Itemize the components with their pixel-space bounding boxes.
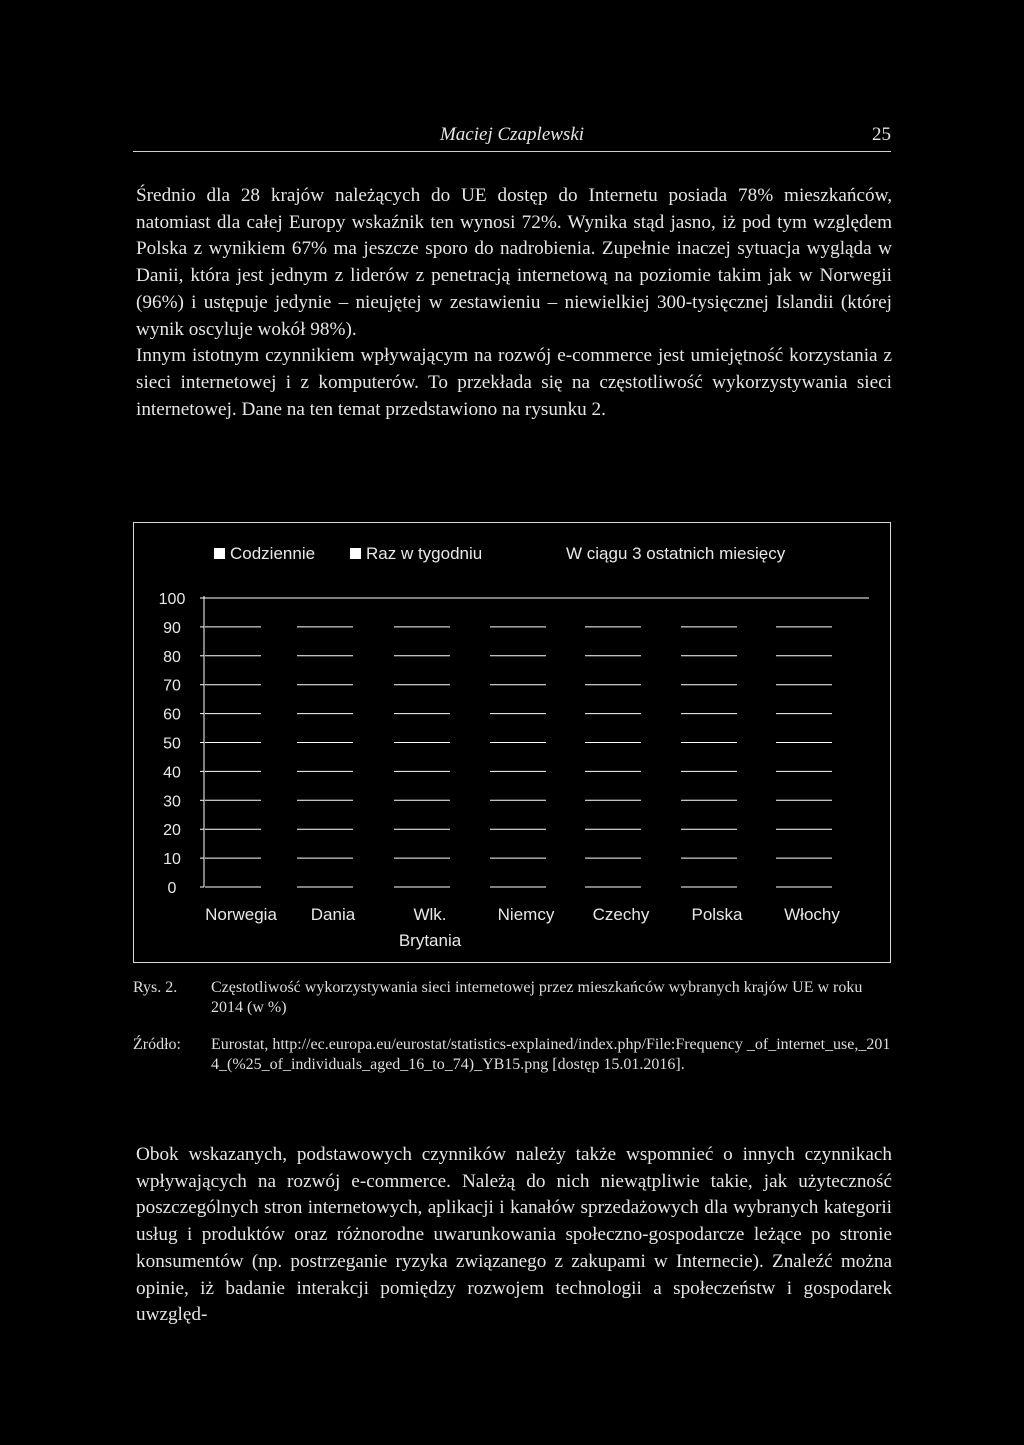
y-tick-label-0: 0 (167, 880, 177, 897)
y-tick-label-100: 100 (158, 591, 186, 608)
paragraph-2: Innym istotnym czynnikiem wpływającym na rozwój e-commerce jest umiejętność korzystania z sieci internetowej i z komputerów. To przekłada się na częstotliwość wykorzystywania sieci internetowej. Dane na ten temat przedstawiono na rysunku 2. (136, 345, 892, 420)
figure-chart (133, 522, 891, 963)
source-label: Źródło: (133, 1036, 181, 1053)
running-head-author: Maciej Czaplewski (439, 124, 585, 145)
body-text-top (136, 183, 892, 423)
caption-text: Częstotliwość wykorzystywania sieci internetowej przez mieszkańców wybranych krajów UE w roku 2014 (w %) (211, 979, 863, 1016)
x-tick-label-3-line-1: Wlk. (413, 905, 447, 924)
y-tick-label-20: 20 (163, 822, 181, 840)
legend-label-2: Raz w tygodniu (366, 544, 483, 563)
y-tick-label-50: 50 (163, 735, 181, 753)
paragraph-1: Średnio dla 28 krajów należących do UE dostęp do Internetu posiada 78% mieszkańców, natomiast dla całej Europy wskaźnik ten wynosi 72%. Wynika stąd jasno, iż pod tym względem Polska z wynikiem 67% ma jeszcze sporo do nadrobienia. Zupełnie inaczej sytuacja wygląda w Danii, która jest jednym z liderów z penetracją internetową na poziomie takim jak w Norwegii (96%) i ustępuje jedynie – nieujętej w zestawieniu – niewielkiej 300-tysięcznej Islandii (której wynik oscyluje wokół 98%). (136, 185, 892, 340)
y-tick-label-40: 40 (163, 764, 181, 782)
legend-label-3: W ciągu 3 ostatnich miesięcy (566, 544, 786, 563)
page-header (133, 124, 891, 152)
y-tick-label-60: 60 (163, 706, 181, 724)
caption-label: Rys. 2. (133, 979, 178, 996)
x-tick-label-6: Polska (691, 905, 743, 924)
y-tick-label-30: 30 (163, 793, 181, 811)
body-text-bottom (136, 1142, 892, 1329)
paragraph-3: Obok wskazanych, podstawowych czynników należy także wspomnieć o innych czynnikach wpływających na rozwój e-commerce. Należą do nich niewątpliwie takie, jak użyteczność poszczególnych stron internetowych, aplikacji i kanałów sprzedażowych dla wybranych kategorii usług i produktów oraz różnorodne uwarunkowania społeczno-gospodarcze leżące po stronie konsumentów (np. postrzeganie ryzyka związanego z zakupami w Internecie). Znaleźć można opinie, iż badanie interakcji pomiędzy rozwojem technologii a społeczeństw i gospodarek uwzględ- (136, 1144, 892, 1326)
y-tick-label-80: 80 (163, 648, 181, 666)
legend-swatch-1 (214, 548, 225, 559)
x-tick-label-7: Włochy (784, 905, 840, 924)
x-tick-label-5: Czechy (592, 905, 650, 924)
x-tick-label-3-line-2: Brytania (398, 931, 462, 950)
x-tick-label-4: Niemcy (497, 905, 555, 924)
page-number: 25 (872, 124, 891, 145)
chart-canvas (134, 523, 890, 962)
x-tick-label-1: Norwegia (205, 905, 277, 924)
y-tick-label-90: 90 (163, 619, 181, 637)
x-tick-label-2: Dania (310, 905, 356, 924)
y-tick-label-70: 70 (163, 677, 181, 695)
legend-label-1: Codziennie (230, 544, 316, 563)
y-tick-label-10: 10 (163, 851, 181, 869)
legend-swatch-2 (350, 548, 361, 559)
source-text: Eurostat, http://ec.europa.eu/eurostat/statistics-explained/index.php/File:Frequency _of_internet_use,_2014_(%25_of_individuals_aged_16_to_74)_YB15.png [dostęp 15.01.2016]. (211, 1036, 891, 1073)
